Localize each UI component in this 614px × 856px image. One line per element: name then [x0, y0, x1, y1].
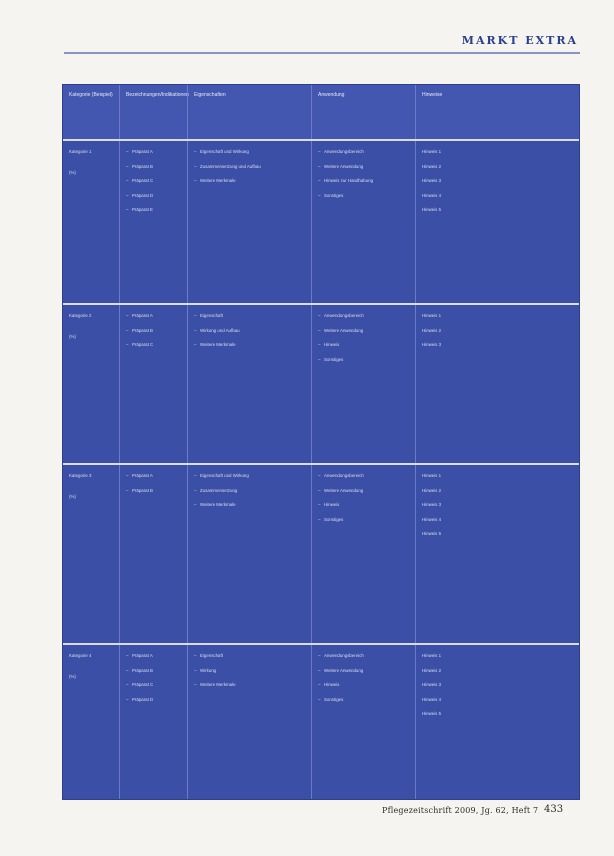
list-item: – Präparat B [126, 668, 181, 675]
list-item: – Anwendungsbereich [318, 653, 409, 660]
list-item: – Eigenschaft [194, 653, 305, 660]
list-item: – Präparat B [126, 488, 181, 495]
table-header [63, 85, 579, 141]
list-item: Hinweis 5 [422, 531, 442, 537]
list-item: – Sonstiges [318, 697, 409, 704]
list-item: Hinweis 2 [422, 327, 442, 333]
list-item: – Präparat D [126, 193, 181, 200]
list-item: – Wirkung [194, 668, 305, 675]
table-row [63, 645, 579, 799]
list-item: – Anwendungsbereich [318, 149, 409, 156]
notes-cell [415, 645, 579, 799]
application-cell [311, 141, 415, 303]
page-number: 433 [544, 804, 564, 815]
list-item: – Hinweis [318, 342, 409, 349]
header-rule [64, 52, 580, 54]
category-percent: (%) [69, 169, 76, 175]
notes-cell [415, 305, 579, 463]
list-item: Hinweis 3 [422, 502, 442, 508]
list-item: – Sonstiges [318, 357, 409, 364]
list-item: – Sonstiges [318, 517, 409, 524]
page-header-title: MARKT EXTRA [461, 34, 578, 47]
list-item: – Weitere Merkmale [194, 178, 305, 185]
notes-cell [415, 141, 579, 303]
properties-cell [187, 141, 311, 303]
list-item: Hinweis 4 [422, 192, 442, 198]
category-name: Kategorie 4 [69, 653, 92, 658]
list-item: – Präparat A [126, 149, 181, 156]
list-item: – Sonstiges [318, 193, 409, 200]
list-item: Hinweis 2 [422, 163, 442, 169]
list-item: – Weitere Anwendung [318, 164, 409, 171]
category-percent: (%) [69, 333, 76, 339]
category-name: Kategorie 1 [69, 149, 92, 154]
list-item: – Anwendungsbereich [318, 473, 409, 480]
list-item: – Präparat C [126, 682, 181, 689]
column-header: Bezeichnungen/Indikationen [119, 85, 187, 139]
list-item: Hinweis 1 [422, 149, 442, 154]
list-item: – Präparat A [126, 653, 181, 660]
table-row [63, 465, 579, 645]
list-item: Hinweis 3 [422, 178, 442, 184]
properties-cell [187, 465, 311, 643]
list-item: – Präparat E [126, 207, 181, 214]
table-row [63, 141, 579, 305]
category-cell [63, 305, 119, 463]
list-item: – Zusammensetzung [194, 488, 305, 495]
list-item: – Weitere Anwendung [318, 488, 409, 495]
product-table [62, 84, 580, 800]
table-row [63, 305, 579, 465]
column-header: Eigenschaften [187, 85, 311, 139]
list-item: Hinweis 1 [422, 313, 442, 318]
category-name: Kategorie 3 [69, 473, 92, 478]
list-item: – Präparat B [126, 328, 181, 335]
category-percent: (%) [69, 493, 76, 499]
notes-cell [415, 465, 579, 643]
category-name: Kategorie 2 [69, 313, 92, 318]
list-item: – Präparat A [126, 313, 181, 320]
category-cell [63, 645, 119, 799]
list-item: – Präparat B [126, 164, 181, 171]
list-item: – Eigenschaft und Wirkung [194, 149, 305, 156]
footer-citation: Pflegezeitschrift 2009, Jg. 62, Heft 7 [382, 806, 539, 815]
list-item: – Präparat A [126, 473, 181, 480]
category-cell [63, 141, 119, 303]
properties-cell [187, 645, 311, 799]
list-item: – Präparat C [126, 178, 181, 185]
column-header: Kategorie (Beispiel) [69, 92, 113, 98]
list-item: Hinweis 4 [422, 516, 442, 522]
list-item: – Präparat C [126, 342, 181, 349]
list-item: Hinweis 5 [422, 711, 442, 717]
category-percent: (%) [69, 673, 76, 679]
list-item: Hinweis 1 [422, 473, 442, 478]
products-cell [119, 465, 187, 643]
properties-cell [187, 305, 311, 463]
products-cell [119, 645, 187, 799]
list-item: Hinweis 4 [422, 696, 442, 702]
list-item: – Anwendungsbereich [318, 313, 409, 320]
application-cell [311, 465, 415, 643]
list-item: – Wirkung und Aufbau [194, 328, 305, 335]
products-cell [119, 141, 187, 303]
list-item: – Hinweis zur Handhabung [318, 178, 409, 185]
list-item: – Zusammensetzung und Aufbau [194, 164, 305, 171]
list-item: Hinweis 3 [422, 342, 442, 348]
list-item: – Hinweis [318, 682, 409, 689]
list-item: Hinweis 2 [422, 667, 442, 673]
list-item: Hinweis 1 [422, 653, 442, 658]
application-cell [311, 645, 415, 799]
application-cell [311, 305, 415, 463]
list-item: – Eigenschaft und Wirkung [194, 473, 305, 480]
category-cell [63, 465, 119, 643]
list-item: – Weitere Merkmale [194, 682, 305, 689]
column-header: Anwendung [311, 85, 415, 139]
list-item: – Eigenschaft [194, 313, 305, 320]
list-item: – Weitere Merkmale [194, 502, 305, 509]
list-item: – Hinweis [318, 502, 409, 509]
list-item: – Weitere Anwendung [318, 328, 409, 335]
column-header: Hinweise [415, 85, 579, 139]
list-item: Hinweis 5 [422, 207, 442, 213]
list-item: – Weitere Merkmale [194, 342, 305, 349]
list-item: Hinweis 3 [422, 682, 442, 688]
list-item: – Weitere Anwendung [318, 668, 409, 675]
products-cell [119, 305, 187, 463]
list-item: Hinweis 2 [422, 487, 442, 493]
list-item: – Präparat D [126, 697, 181, 704]
